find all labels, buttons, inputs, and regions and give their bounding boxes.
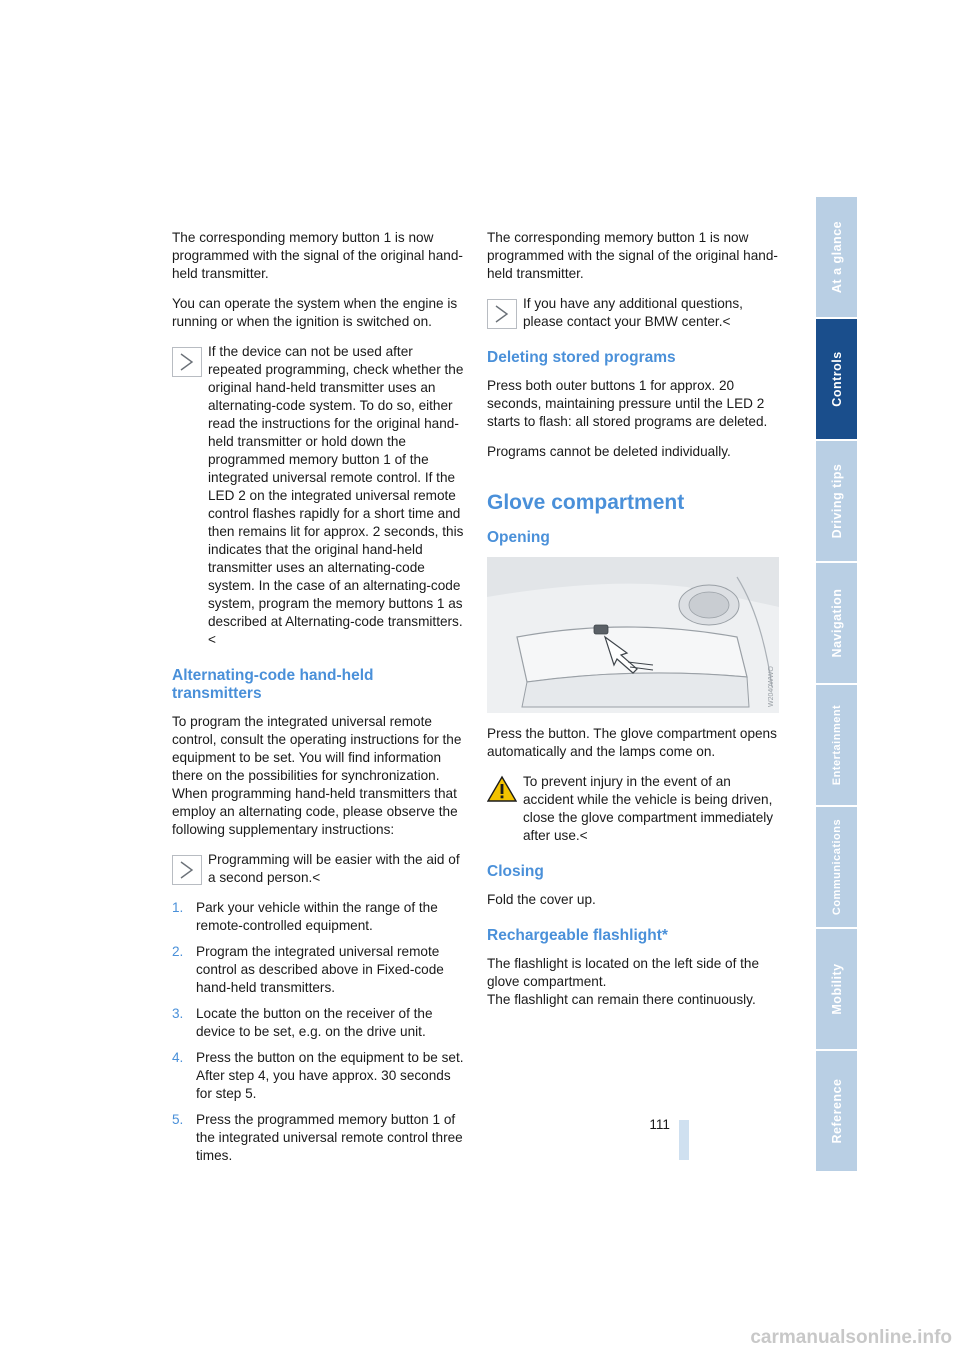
heading-glove-compartment: Glove compartment bbox=[487, 491, 685, 514]
tab-controls[interactable]: Controls bbox=[816, 319, 857, 439]
paragraph: The flashlight can remain there continuously. bbox=[487, 992, 756, 1007]
step-number: 2. bbox=[172, 944, 184, 959]
note-text: If the device can not be used after repeated programming, check whether the original hand-held transmitter uses an alternating-code system. To do so, either read the instructions for the original hand-held transmitter or hold down the programmed memory button 1 of the integrated universal remote control. If the LED 2 on the integrated universal remote control flashes rapidly for a short time and then remains lit for approx. 2 seconds, this indicates that the original hand-held transmitter uses an alternating-code system. In the case of an alternating-code system, program the memory buttons 1 as described at Alternating-code transmitters.< bbox=[208, 344, 464, 647]
note-arrow-icon bbox=[487, 299, 517, 329]
paragraph: Fold the cover up. bbox=[487, 892, 596, 907]
paragraph: Press both outer buttons 1 for approx. 20 seconds, maintaining pressure until the LED 2 starts to flash: all stored programs are deleted. bbox=[487, 378, 768, 429]
note-text: Programming will be easier with the aid of a second person.< bbox=[208, 852, 460, 885]
list-item bbox=[172, 1005, 464, 1041]
tab-mobility[interactable]: Mobility bbox=[816, 929, 857, 1049]
heading-flashlight: Rechargeable flashlight* bbox=[487, 927, 668, 944]
warning-text: To prevent injury in the event of an accident while the vehicle is being driven, close the glove compartment immediately after use.< bbox=[523, 774, 774, 843]
step-number: 1. bbox=[172, 900, 184, 915]
note-arrow-icon bbox=[172, 855, 202, 885]
step-text: Park your vehicle within the range of the remote-controlled equipment. bbox=[196, 900, 438, 933]
list-item bbox=[172, 899, 464, 935]
glove-compartment-figure bbox=[487, 557, 779, 713]
tab-navigation[interactable]: Navigation bbox=[816, 563, 857, 683]
tab-driving-tips[interactable]: Driving tips bbox=[816, 441, 857, 561]
heading-alternating-code: Alternating-code hand-held transmitters bbox=[172, 667, 374, 702]
list-item bbox=[172, 1111, 464, 1165]
steps-list bbox=[172, 899, 464, 1165]
note-block bbox=[172, 851, 464, 887]
watermark: carmanualsonline.info bbox=[750, 1327, 952, 1348]
paragraph: Press the button. The glove compartment opens automatically and the lamps come on. bbox=[487, 726, 777, 759]
page-marker-bar bbox=[679, 1120, 689, 1160]
paragraph: Programs cannot be deleted individually. bbox=[487, 444, 731, 459]
tab-at-a-glance[interactable]: At a glance bbox=[816, 197, 857, 317]
warning-block bbox=[487, 773, 779, 845]
step-text: Program the integrated universal remote control as described above in Fixed-code hand-held transmitters. bbox=[196, 944, 444, 995]
note-block bbox=[487, 295, 779, 331]
figure-code: W2040WWO bbox=[768, 666, 775, 707]
step-text: Press the programmed memory button 1 of the integrated universal remote control three times. bbox=[196, 1112, 463, 1163]
step-number: 4. bbox=[172, 1050, 184, 1065]
note-text: If you have any additional questions, please contact your BMW center.< bbox=[523, 296, 743, 329]
glove-compartment-illustration bbox=[487, 557, 779, 713]
heading-deleting-programs: Deleting stored programs bbox=[487, 349, 676, 366]
paragraph: The corresponding memory button 1 is now programmed with the signal of the original hand-held transmitter. bbox=[487, 230, 778, 281]
tab-entertainment[interactable]: Entertainment bbox=[816, 685, 857, 805]
right-column bbox=[487, 229, 779, 1021]
tab-reference[interactable]: Reference bbox=[816, 1051, 857, 1171]
heading-closing: Closing bbox=[487, 863, 544, 880]
left-column bbox=[172, 229, 464, 1177]
paragraph: You can operate the system when the engine is running or when the ignition is switched on. bbox=[172, 296, 458, 329]
section-tabs bbox=[816, 197, 857, 1173]
list-item bbox=[172, 943, 464, 997]
warning-icon bbox=[487, 775, 517, 803]
step-text: Press the button on the equipment to be set. After step 4, you have approx. 30 seconds for step 5. bbox=[196, 1050, 464, 1101]
paragraph: The corresponding memory button 1 is now programmed with the signal of the original hand-held transmitter. bbox=[172, 230, 463, 281]
note-arrow-icon bbox=[172, 347, 202, 377]
step-text: Locate the button on the receiver of the device to be set, e.g. on the drive unit. bbox=[196, 1006, 433, 1039]
paragraph: To program the integrated universal remote control, consult the operating instructions for the equipment to be set. You will find information there on the possibilities for synchronization. bbox=[172, 714, 462, 783]
list-item bbox=[172, 1049, 464, 1103]
paragraph: When programming hand-held transmitters that employ an alternating code, please observe the following supplementary instructions: bbox=[172, 786, 458, 837]
heading-opening: Opening bbox=[487, 529, 550, 546]
tab-communications[interactable]: Communications bbox=[816, 807, 857, 927]
step-number: 5. bbox=[172, 1112, 184, 1127]
note-block bbox=[172, 343, 464, 649]
paragraph: The flashlight is located on the left side of the glove compartment. bbox=[487, 956, 760, 989]
step-number: 3. bbox=[172, 1006, 184, 1021]
page-number: 111 bbox=[649, 1117, 670, 1132]
